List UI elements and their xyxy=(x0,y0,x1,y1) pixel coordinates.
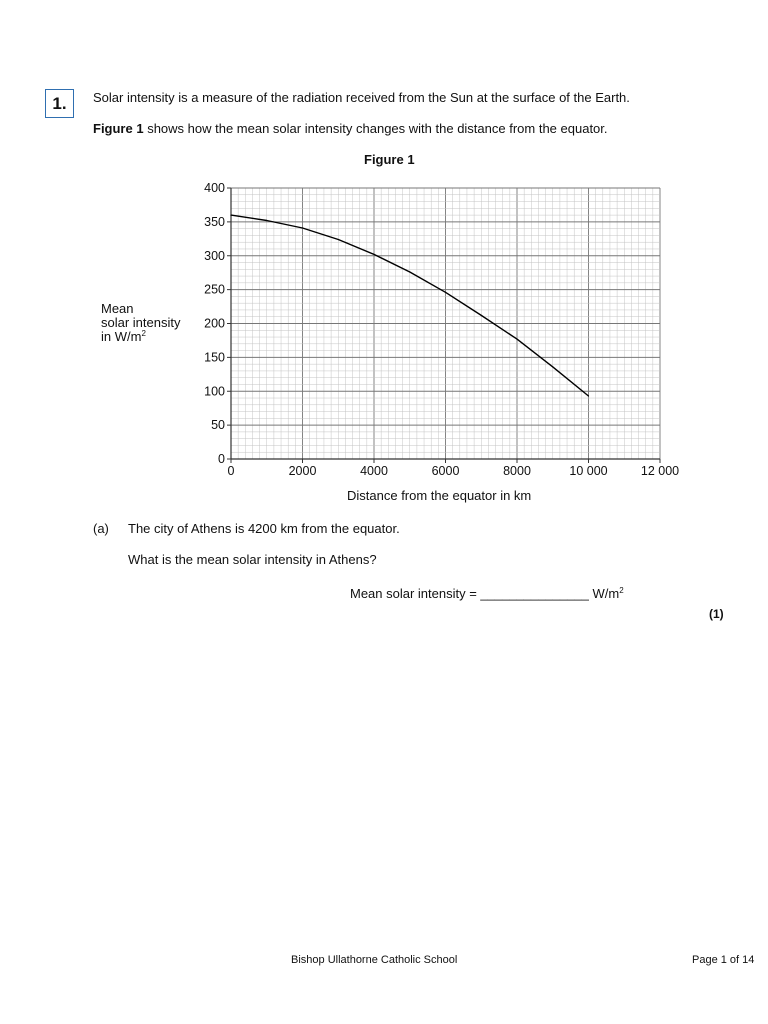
data-point xyxy=(552,366,553,367)
part-a-question: What is the mean solar intensity in Athens? xyxy=(128,552,377,567)
y-axis-label-line-1: Mean xyxy=(101,301,134,316)
y-tick-label: 350 xyxy=(204,214,225,229)
y-tick-label: 150 xyxy=(204,350,225,365)
data-point xyxy=(445,292,446,293)
data-point xyxy=(516,338,517,339)
x-tick-label: 4000 xyxy=(360,464,388,478)
y-tick-label: 0 xyxy=(218,452,225,466)
x-tick-label: 2000 xyxy=(288,464,317,478)
answer-line[interactable] xyxy=(350,586,624,602)
y-axis-label-unit: in W/m xyxy=(101,329,142,344)
part-a-text: The city of Athens is 4200 km from the equator. xyxy=(128,521,400,536)
y-axis-label-superscript: 2 xyxy=(141,329,146,338)
data-point xyxy=(588,395,589,396)
answer-line-text: Mean solar intensity = _______________ W/m xyxy=(350,586,620,601)
x-tick-label: 0 xyxy=(227,464,235,478)
y-tick-label: 100 xyxy=(204,384,225,399)
figure-reference-bold: Figure 1 xyxy=(93,121,144,136)
data-point xyxy=(409,271,410,272)
question-number: 1. xyxy=(45,89,74,118)
y-tick-label: 250 xyxy=(204,282,225,297)
x-tick-label: 6000 xyxy=(431,464,460,478)
footer-school: Bishop Ullathorne Catholic School xyxy=(291,954,458,966)
x-tick-label: 10 000 xyxy=(569,464,608,478)
data-point xyxy=(302,227,303,228)
y-axis-label-line-2: solar intensity xyxy=(101,315,181,330)
footer-page: Page 1 of 14 xyxy=(692,954,755,966)
answer-unit-superscript: 2 xyxy=(619,586,624,595)
part-a-label: (a) xyxy=(93,521,109,536)
figure-reference-text: shows how the mean solar intensity changes with the distance from the equator. xyxy=(143,121,608,136)
y-tick-label: 400 xyxy=(204,181,225,195)
data-point xyxy=(373,254,374,255)
y-tick-label: 200 xyxy=(204,316,225,331)
y-tick-label: 300 xyxy=(204,248,225,263)
y-tick-label: 50 xyxy=(211,418,225,433)
data-point xyxy=(338,239,339,240)
data-point xyxy=(266,220,267,221)
x-tick-label: 12 000 xyxy=(640,464,680,478)
data-point xyxy=(230,215,231,216)
x-axis-label: Distance from the equator in km xyxy=(347,488,532,503)
data-point xyxy=(481,315,482,316)
figure-title: Figure 1 xyxy=(364,152,415,167)
marks: (1) xyxy=(709,607,724,621)
question-intro: Solar intensity is a measure of the radiation received from the Sun at the surface of the Earth. xyxy=(93,90,630,105)
x-tick-label: 8000 xyxy=(503,464,531,478)
